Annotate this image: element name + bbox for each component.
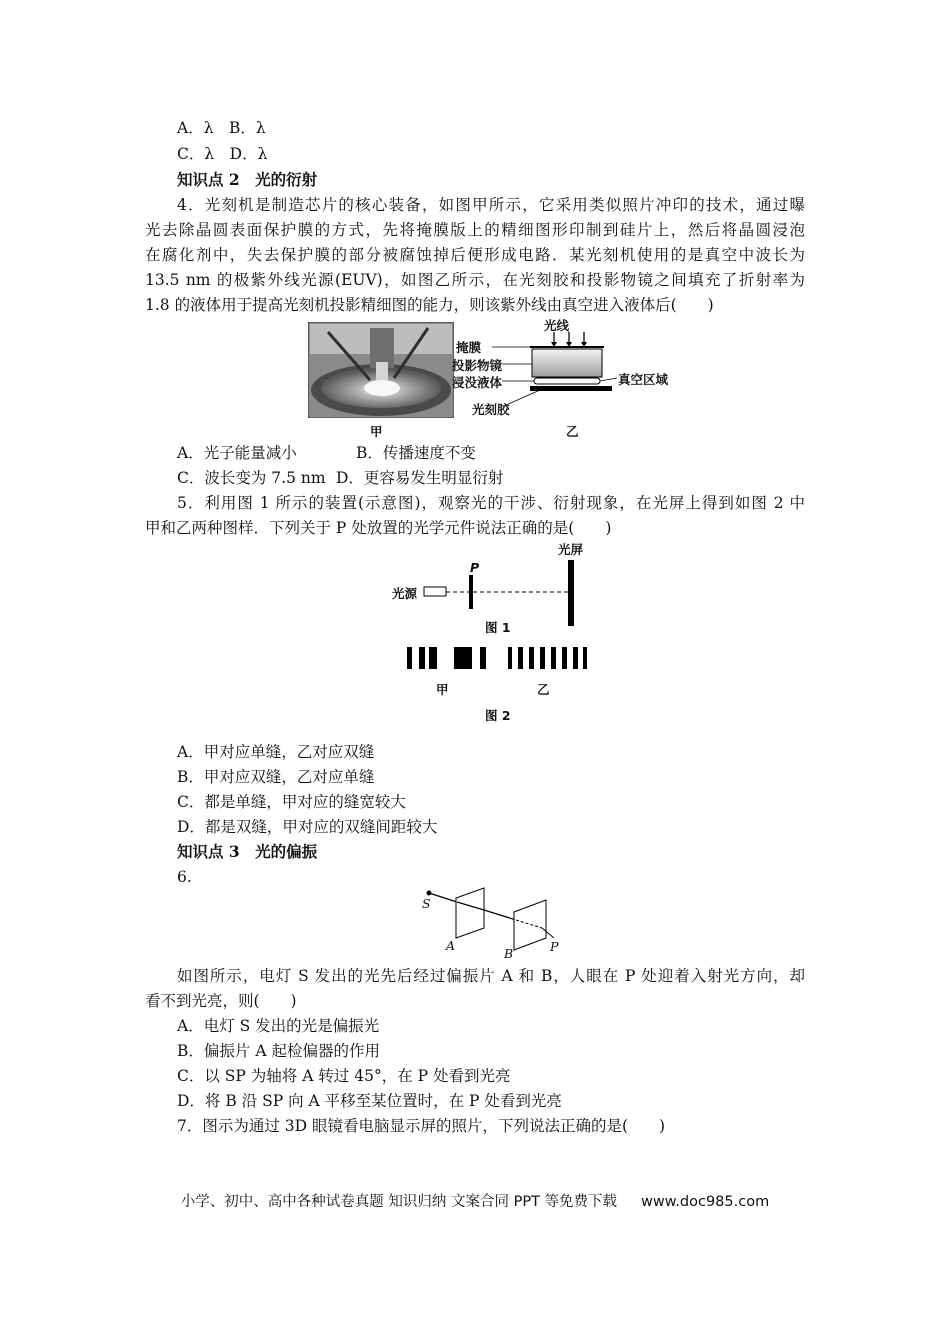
q4-line-1: 4．光刻机是制造芯片的核心装备，如图甲所示，它采用类似照片冲印的技术，通过曝 [177,196,805,214]
fig-label-yi: 乙 [566,424,579,439]
figure-2-patterns [404,645,588,671]
label-b: B [504,946,514,961]
label-screen: 光屏 [558,542,584,557]
q6-line-2: 看不到光亮，则( ) [145,992,297,1010]
polarizer-diagram [420,884,570,960]
label-p-eye: P [550,939,559,954]
label-light: 光线 [544,318,570,333]
q5-option-b: B．甲对应双缝，乙对应单缝 [177,768,375,786]
label-light-source: 光源 [392,586,418,601]
q4-line-4: 13.5 nm 的极紫外线光源(EUV)，如图乙所示，在光刻胶和投影物镜之间填充了折射率为 [145,271,805,289]
label-mask: 掩膜 [456,340,482,355]
q5-option-d: D．都是双缝，甲对应的双缝间距较大 [177,818,438,836]
label-a: A [446,938,456,953]
q4-option-c: C．波长变为 7.5 nm [177,469,326,487]
q4-option-a: A．光子能量减小 [177,444,297,462]
footer-text: 小学、初中、高中各种试卷真题 知识归纳 文案合同 PPT 等免费下载 [180,1194,618,1210]
q7-line-1: 7．图示为通过 3D 眼镜看电脑显示屏的照片，下列说法正确的是( ) [177,1117,666,1135]
page-footer [0,1190,950,1211]
label-s: S [422,896,431,911]
q5-option-a: A．甲对应单缝，乙对应双缝 [177,743,375,761]
label-immersion-liquid: 浸没液体 [452,375,503,390]
fig-label-jia: 甲 [370,424,383,439]
label-photoresist: 光刻胶 [472,402,510,417]
lithography-photo [308,322,454,418]
label-p: P [470,560,480,575]
q4-option-b: B．传播速度不变 [356,444,476,462]
figure-1-caption: 图 1 [485,620,511,635]
q4-line-5: 1.8 的液体用于提高光刻机投影精细图的能力，则该紫外线由真空进入液体后( ) [145,296,714,314]
section-heading-polarization: 知识点 3 光的偏振 [177,842,318,861]
q6-option-b: B．偏振片 A 起检偏器的作用 [177,1042,380,1060]
figure-2-label-jia: 甲 [436,682,449,697]
q5-option-c: C．都是单缝，甲对应的缝宽较大 [177,793,406,811]
q5-line-2: 甲和乙两种图样．下列关于 P 处放置的光学元件说法正确的是( ) [145,519,612,537]
figure-2-caption: 图 2 [485,708,511,723]
q6-option-c: C．以 SP 为轴将 A 转过 45°，在 P 处看到光亮 [177,1067,511,1085]
q5-line-1: 5．利用图 1 所示的装置(示意图)，观察光的干涉、衍射现象，在光屏上得到如图 2 中 [177,494,805,512]
q6-number: 6. [177,868,192,886]
q4-line-2: 光去除晶圆表面保护膜的方式，先将掩膜版上的精细图形印制到硅片上，然后将晶圆浸泡 [145,221,805,239]
q4-option-d: D．更容易发生明显衍射 [336,469,504,487]
q6-option-a: A．电灯 S 发出的光是偏振光 [177,1017,380,1035]
q3-options-line-2: C．λ D．λ [177,145,268,163]
label-projection-lens: 投影物镜 [452,358,503,373]
q3-options-line-1: A．λ B．λ [177,119,266,137]
lithography-diagram [452,318,692,424]
q6-option-d: D．将 B 沿 SP 向 A 平移至某位置时，在 P 处看到光亮 [177,1092,562,1110]
label-vacuum-region: 真空区域 [618,372,669,387]
q4-line-3: 在腐化剂中，失去保护膜的部分被腐蚀掉后便形成电路．某光刻机使用的是真空中波长为 [145,246,805,264]
section-heading-diffraction: 知识点 2 光的衍射 [177,170,318,189]
figure-2-label-yi: 乙 [537,682,550,697]
q6-line-1: 如图所示，电灯 S 发出的光先后经过偏振片 A 和 B，人眼在 P 处迎着入射光方向，却 [177,967,805,985]
footer-site[interactable]: www.doc985.com [641,1194,770,1210]
